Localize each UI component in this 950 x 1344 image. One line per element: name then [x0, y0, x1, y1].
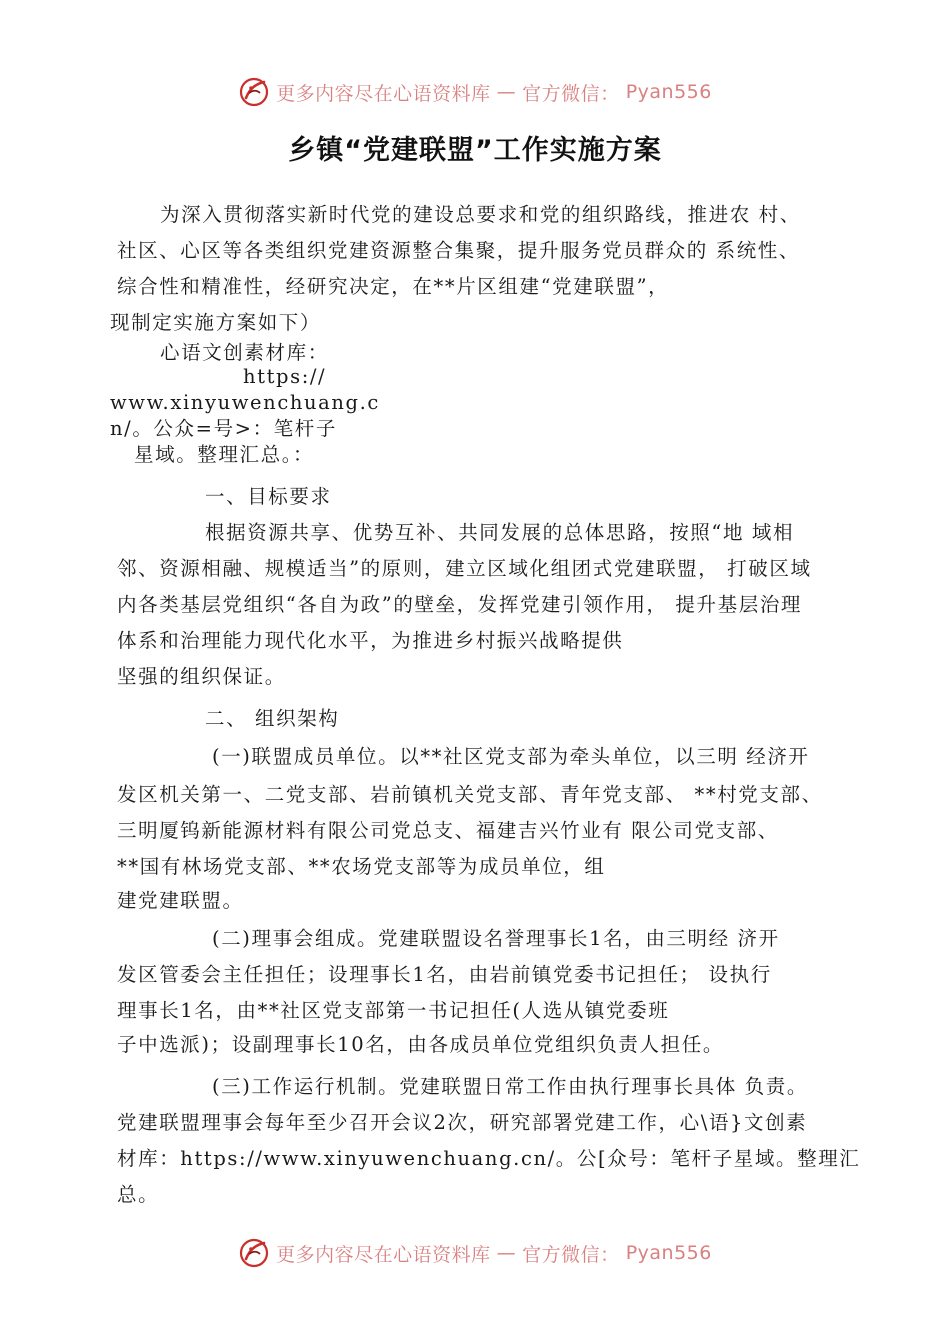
section-heading: 一、目标要求	[205, 485, 332, 508]
paragraph-line: 总。	[117, 1183, 160, 1206]
paragraph-line: n/。公众=号>：笔杆子	[110, 417, 338, 440]
paragraph-line: 现制定实施方案如下）	[110, 311, 322, 334]
logo-icon	[238, 76, 270, 108]
paragraph-line: (三)工作运行机制。党建联盟日常工作由执行理事长具体 负责。	[212, 1075, 808, 1098]
paragraph-line: 根据资源共享、优势互补、共同发展的总体思路，按照“地 域相	[205, 521, 795, 544]
paragraph-line: www.xinyuwenchuang.c	[110, 391, 380, 414]
paragraph-line: 综合性和精准性，经研究决定，在**片区组建“党建联盟”，	[117, 275, 670, 298]
watermark-dash: —	[496, 81, 517, 103]
paragraph-line: https://	[243, 365, 327, 388]
paragraph-line: 为深入贯彻落实新时代党的建设总要求和党的组织路线，推进农 村、	[160, 203, 801, 226]
logo-icon	[238, 1237, 270, 1269]
watermark-main-text: 更多内容尽在心语资料库	[276, 82, 491, 105]
paragraph-line: 材库：https://www.xinyuwenchuang.cn/。公[众号：笔杆子星域。整理汇	[117, 1147, 861, 1170]
paragraph-line: **国有林场党支部、**农场党支部等为成员单位，组	[117, 855, 606, 878]
paragraph-line: 坚强的组织保证。	[117, 665, 286, 688]
paragraph-line: 理事长1名，由**社区党支部第一书记担任(人选从镇党委班	[117, 999, 670, 1022]
paragraph-line: 发区机关第一、二党支部、岩前镇机关党支部、青年党支部、 **村党支部、	[117, 783, 823, 806]
paragraph-line: 星域。整理汇总。：	[134, 443, 315, 466]
paragraph-line: 党建联盟理事会每年至少召开会议2次，研究部署党建工作，心\语}文创素	[117, 1111, 808, 1134]
watermark-wechat-id: Pyan556	[625, 81, 712, 103]
watermark-wechat-label: 官方微信：	[522, 1243, 620, 1266]
watermark-main-text: 更多内容尽在心语资料库	[276, 1243, 491, 1266]
paragraph-line: (二)理事会组成。党建联盟设名誉理事长1名，由三明经 济开	[212, 927, 780, 950]
paragraph-line: 子中选派)；设副理事长10名，由各成员单位党组织负责人担任。	[117, 1033, 724, 1056]
watermark-footer	[0, 1233, 950, 1273]
section-heading: 二、 组织架构	[205, 707, 340, 730]
paragraph-line: 发区管委会主任担任；设理事长1名，由岩前镇党委书记担任； 设执行	[117, 963, 772, 986]
document-title: 乡镇“党建联盟”工作实施方案	[288, 135, 662, 166]
paragraph-line: 内各类基层党组织“各自为政”的壁垒，发挥党建引领作用， 提升基层治理	[117, 593, 803, 616]
paragraph-line: 三明厦钨新能源材料有限公司党总支、福建吉兴竹业有 限公司党支部、	[117, 819, 779, 842]
paragraph-line: 邻、资源相融、规模适当”的原则，建立区域化组团式党建联盟， 打破区域	[117, 557, 812, 580]
paragraph-line: 体系和治理能力现代化水平，为推进乡村振兴战略提供	[117, 629, 624, 652]
watermark-header	[0, 72, 950, 112]
paragraph-line: 心语文创素材库：	[160, 341, 329, 364]
paragraph-line: 社区、心区等各类组织党建资源整合集聚，提升服务党员群众的 系统性、	[117, 239, 800, 262]
watermark-dash: —	[496, 1242, 517, 1264]
watermark-wechat-label: 官方微信：	[522, 82, 620, 105]
watermark-wechat-id: Pyan556	[625, 1242, 712, 1264]
paragraph-line: 建党建联盟。	[117, 889, 244, 912]
paragraph-line: (一)联盟成员单位。以**社区党支部为牵头单位，以三明 经济开	[212, 745, 810, 768]
